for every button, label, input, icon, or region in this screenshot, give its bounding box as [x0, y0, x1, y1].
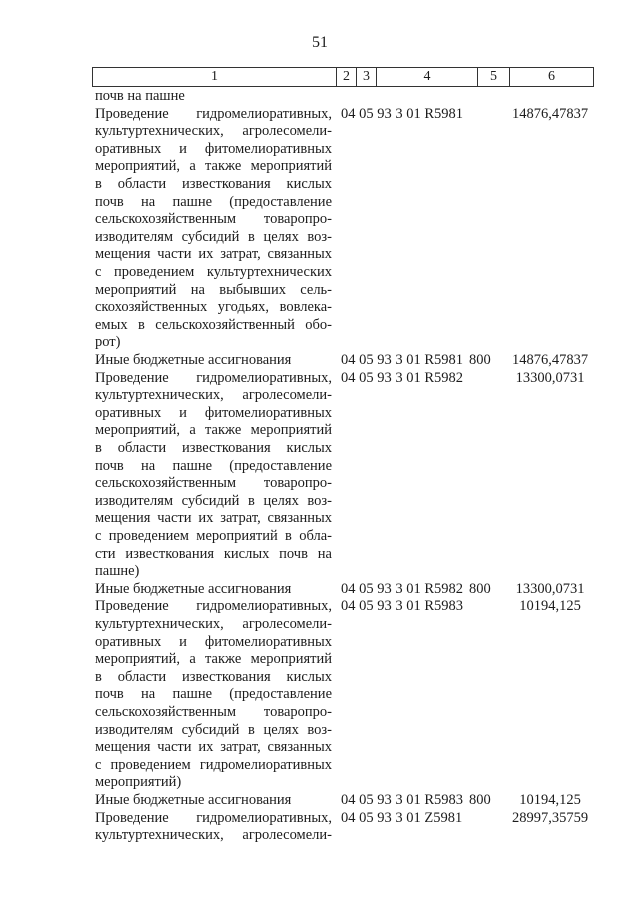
row-amount: 13300,0731 [515, 580, 585, 597]
description-line: Иные бюджетные ассигнования [95, 791, 292, 808]
description-line: оративных и фитомелиоративных [95, 140, 332, 157]
description-line: изводителям субсидий в целях воз- [95, 721, 332, 738]
code-value: 04 05 93 3 01 R5982 [341, 369, 464, 386]
description-line: оративных и фитомелиоративных [95, 404, 332, 421]
row-code [341, 352, 491, 370]
row-amount: 28997,35759 [511, 809, 589, 826]
description-line: Проведение гидромелиоративных, [95, 369, 332, 386]
row-amount: 14876,47837 [511, 351, 589, 368]
row-code [341, 598, 463, 616]
header-col-3: 3 [357, 68, 377, 86]
table-row [0, 106, 640, 352]
row-description [95, 581, 332, 599]
row-code [341, 370, 463, 388]
header-col-4: 4 [377, 68, 478, 86]
description-line: сельскохозяйственным товаропро- [95, 703, 332, 720]
description-line: изводителям субсидий в целях воз- [95, 492, 332, 509]
row-amount: 13300,0731 [515, 369, 585, 386]
description-line: оративных и фитомелиоративных [95, 633, 332, 650]
description-line: культуртехнических, агролесомели- [95, 827, 332, 844]
description-line: емых в сельскохозяйственный обо- [95, 316, 332, 333]
description-line: мероприятий, а также мероприятий [95, 422, 332, 439]
description-line: в области известкования кислых [95, 175, 332, 192]
description-line: мероприятий) [95, 774, 182, 791]
page-number: 51 [312, 34, 328, 51]
description-line: пашне) [95, 563, 140, 580]
table-header [92, 67, 594, 87]
row-description [95, 810, 332, 845]
row-description [95, 370, 332, 581]
description-line: в области известкования кислых [95, 439, 332, 456]
row-description [95, 88, 332, 106]
code-value: 04 05 93 3 01 R5982 [341, 580, 464, 597]
code-value: 04 05 93 3 01 R5981 [341, 351, 464, 368]
expense-type-code: 800 [469, 580, 491, 597]
table-row [0, 792, 640, 810]
description-line: Проведение гидромелиоративных, [95, 809, 332, 826]
table-row [0, 88, 640, 106]
description-line: почв на пашне (предоставление [95, 686, 332, 703]
expense-type-code: 800 [469, 351, 491, 368]
header-col-5: 5 [478, 68, 510, 86]
row-description [95, 352, 332, 370]
description-line: Проведение гидромелиоративных, [95, 105, 332, 122]
description-line: мещения части их затрат, связанных [95, 739, 332, 756]
description-line: сельскохозяйственным товаропро- [95, 211, 332, 228]
description-line: Иные бюджетные ассигнования [95, 580, 292, 597]
description-line: с проведением гидромелиоративных [95, 756, 332, 773]
description-line: с проведением мероприятий в обла- [95, 527, 332, 544]
code-value: 04 05 93 3 01 R5981 [341, 105, 464, 122]
description-line: мероприятий, а также мероприятий [95, 651, 332, 668]
row-code [341, 792, 491, 810]
header-col-6: 6 [548, 69, 555, 84]
code-value: 04 05 93 3 01 R5983 [341, 791, 464, 808]
description-line: Проведение гидромелиоративных, [95, 598, 332, 615]
row-description [95, 106, 332, 352]
row-description [95, 792, 332, 810]
table-row [0, 352, 640, 370]
description-line: мещения части их затрат, связанных [95, 510, 332, 527]
table-row [0, 370, 640, 581]
table-row [0, 581, 640, 599]
description-line: в области известкования кислых [95, 668, 332, 685]
row-amount: 10194,125 [519, 598, 581, 615]
description-line: почв на пашне (предоставление [95, 457, 332, 474]
header-col-2: 2 [337, 68, 357, 86]
description-line: мероприятий на выбывших сель- [95, 281, 332, 298]
description-line: мероприятий, а также мероприятий [95, 158, 332, 175]
row-code [341, 106, 463, 124]
description-line: скохозяйственных угодьях, вовлека- [95, 299, 332, 316]
description-line: с проведением культуртехнических [95, 263, 332, 280]
description-line: Иные бюджетные ассигнования [95, 351, 292, 368]
code-value: 04 05 93 3 01 Z5981 [341, 809, 463, 826]
description-line: мещения части их затрат, связанных [95, 246, 332, 263]
description-line: сти известкования кислых почв на [95, 545, 332, 562]
description-line: сельскохозяйственным товаропро- [95, 475, 332, 492]
row-code [341, 810, 462, 828]
code-value: 04 05 93 3 01 R5983 [341, 598, 464, 615]
table-body [0, 88, 640, 845]
row-amount: 14876,47837 [511, 105, 589, 122]
table-row [0, 598, 640, 792]
description-line: рот) [95, 334, 121, 351]
description-line: культуртехнических, агролесомели- [95, 123, 332, 140]
description-line: почв на пашне (предоставление [95, 193, 332, 210]
expense-type-code: 800 [469, 791, 491, 808]
header-col-1: 1 [93, 68, 337, 86]
description-line: культуртехнических, агролесомели- [95, 615, 332, 632]
table-row [0, 810, 640, 845]
row-description [95, 598, 332, 792]
description-line: почв на пашне [95, 88, 185, 104]
row-code [341, 581, 491, 599]
row-amount: 10194,125 [519, 791, 581, 808]
description-line: изводителям субсидий в целях воз- [95, 228, 332, 245]
description-line: культуртехнических, агролесомели- [95, 387, 332, 404]
